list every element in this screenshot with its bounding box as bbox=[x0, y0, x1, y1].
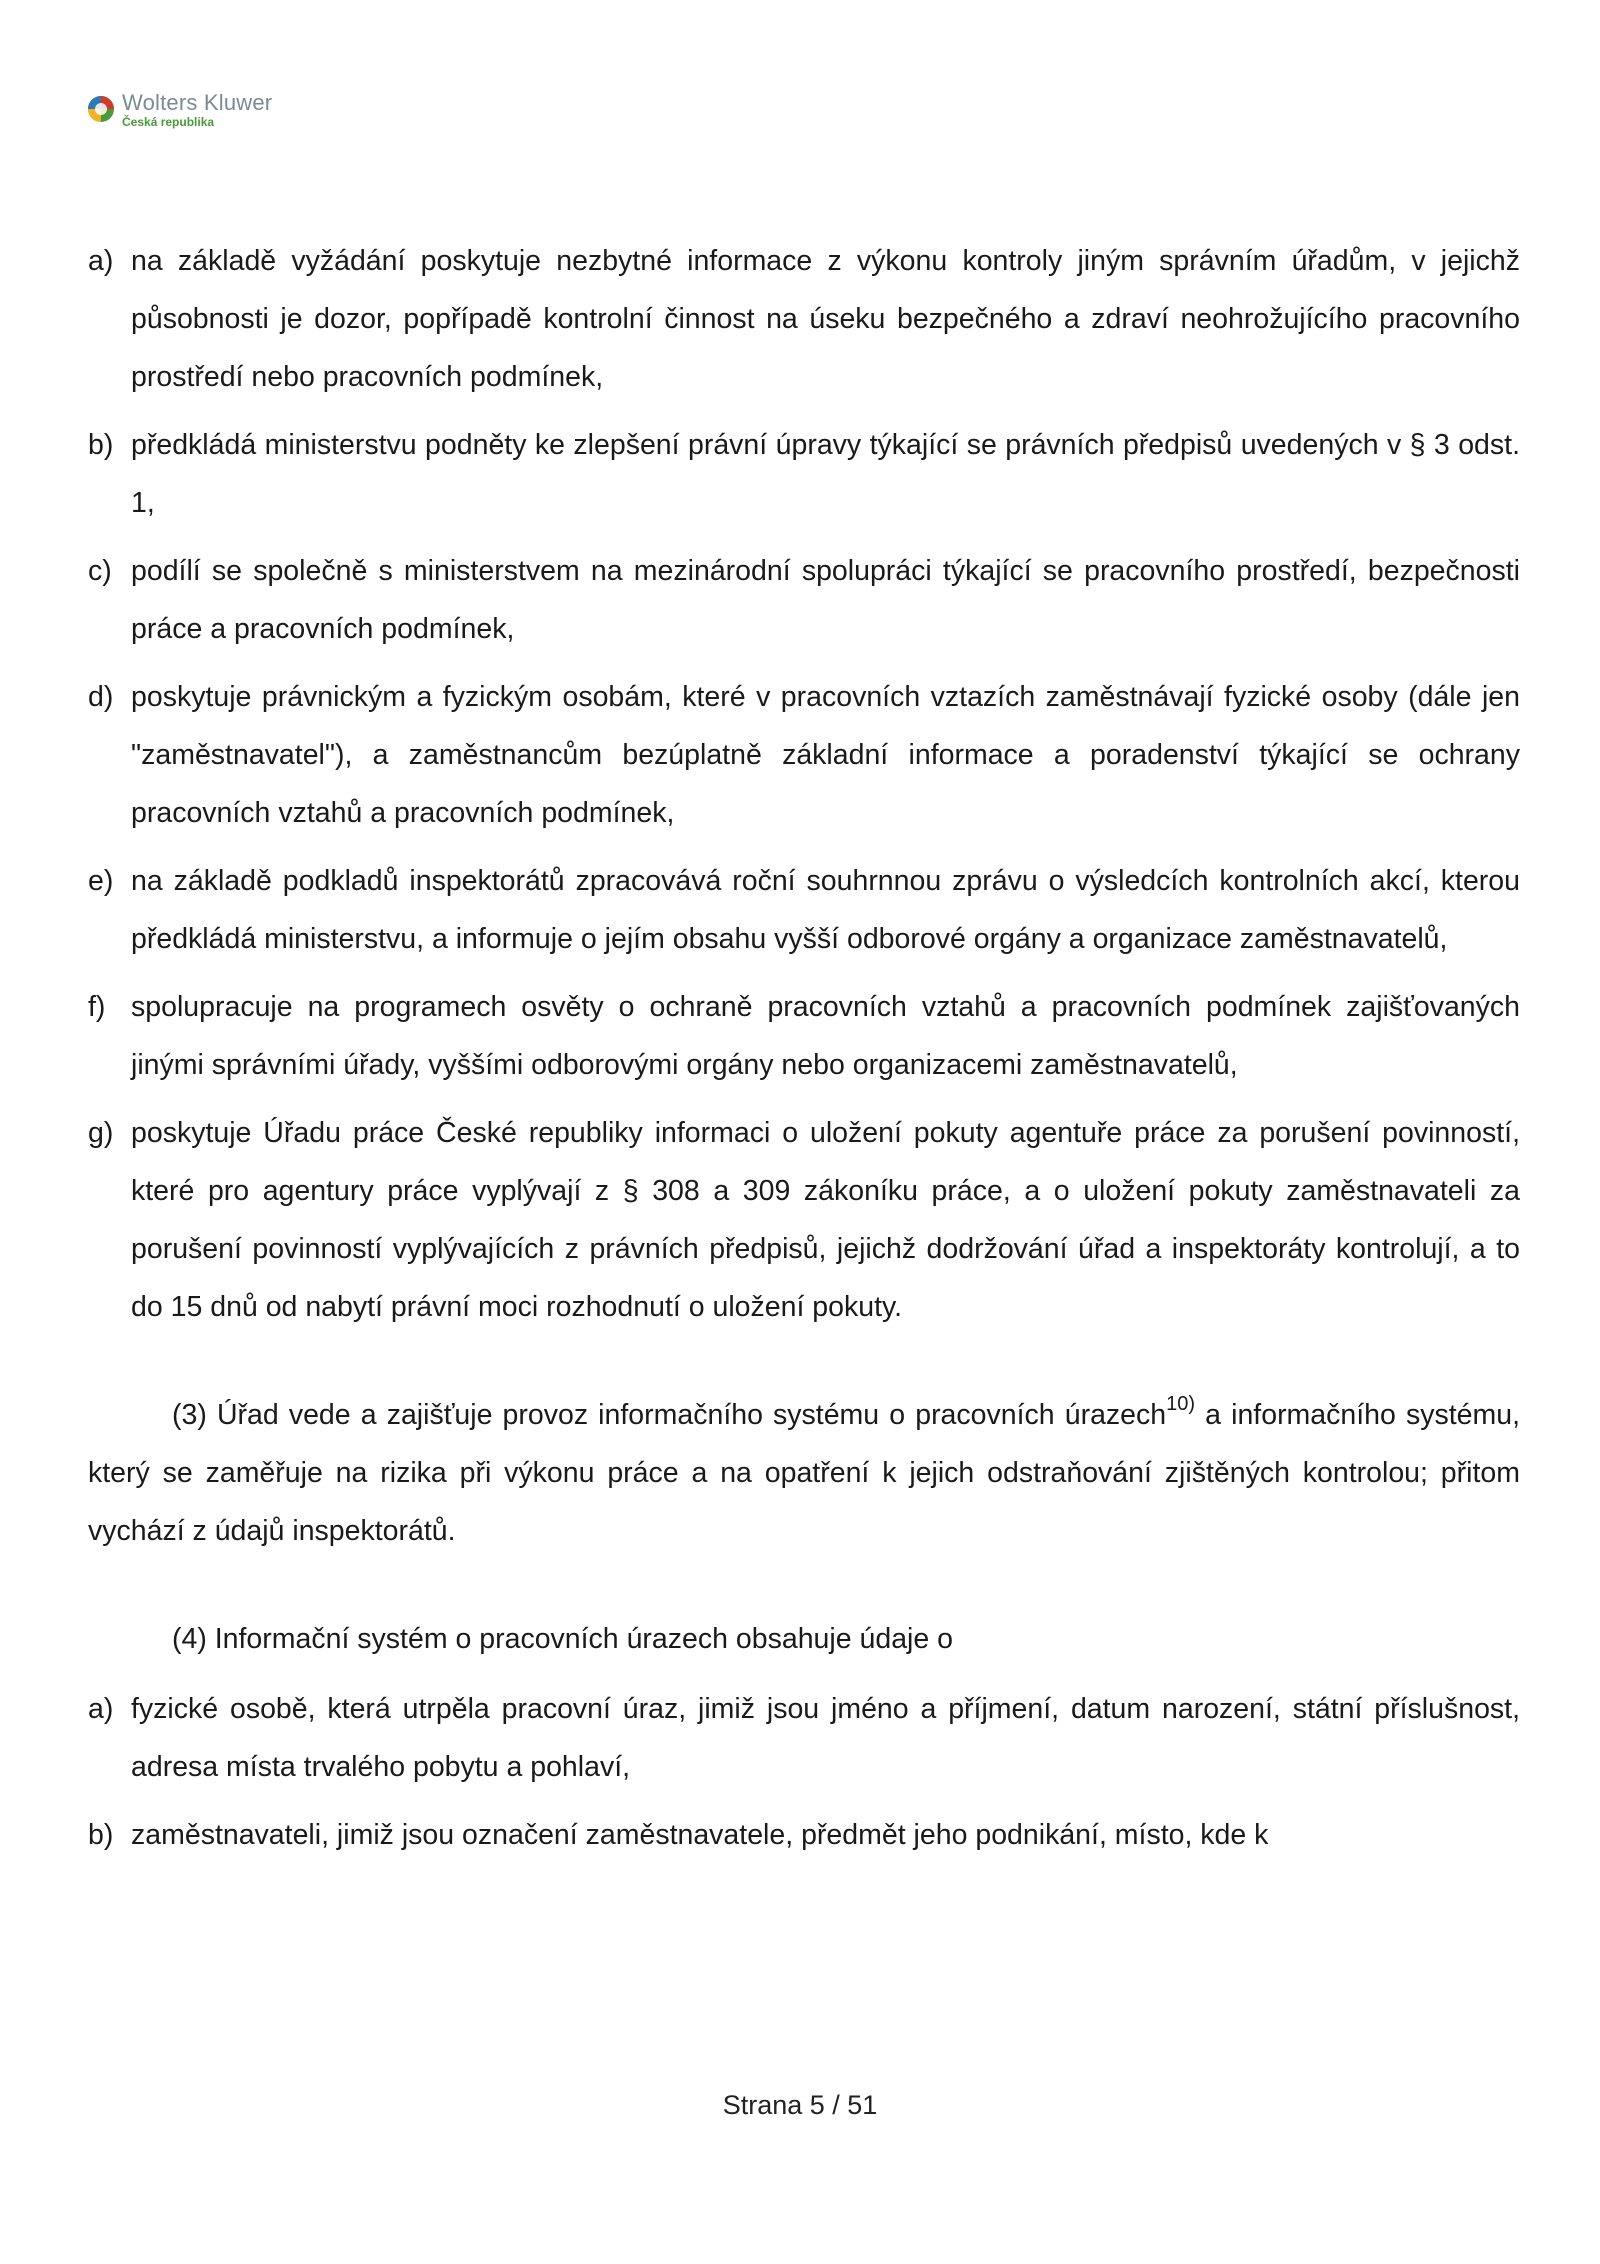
paragraph-3-text-end: a informačního systému, který se zaměřuje na rizika při výkonu práce a na opatření k jejich odstraňování zjištěných kontrolou; přitom vychází z údajů inspektorátů. bbox=[88, 1399, 1521, 1547]
logo-brand-name: Wolters Kluwer bbox=[122, 90, 273, 115]
list-marker: f) bbox=[88, 991, 106, 1023]
list-item-text: poskytuje Úřadu práce České republiky informaci o uložení pokuty agentuře práce za porušení povinností, které pro agentury práce vyplývají z § 308 a 309 zákoníku práce, a o uložení pokuty zaměstnavateli za porušení povinností vyplývajících z právních předpisů, jejichž dodržování úřad a inspektoráty kontrolují, a to do 15 dnů od nabytí právní moci rozhodnutí o uložení pokuty. bbox=[131, 1117, 1520, 1323]
list-item-text: na základě podkladů inspektorátů zpracovává roční souhrnnou zprávu o výsledcích kontrolních akcí, kterou předkládá ministerstvu, a informuje o jejím obsahu vyšší odborové orgány a organizace zaměstnavatelů, bbox=[131, 865, 1520, 955]
list-item bbox=[88, 542, 1520, 658]
list-item bbox=[88, 1104, 1520, 1336]
list-marker: a) bbox=[88, 245, 114, 277]
paragraph-3 bbox=[88, 1386, 1520, 1560]
list-item-text: na základě vyžádání poskytuje nezbytné informace z výkonu kontroly jiným správním úřadům, v jejichž působnosti je dozor, popřípadě kontrolní činnost na úseku bezpečného a zdraví neohrožujícího pracovního prostředí nebo pracovních podmínek, bbox=[131, 245, 1520, 393]
list-item-text: fyzické osobě, která utrpěla pracovní úraz, jimiž jsou jméno a příjmení, datum narození, státní příslušnost, adresa místa trvalého pobytu a pohlaví, bbox=[131, 1693, 1520, 1783]
list-item bbox=[88, 232, 1520, 406]
paragraph-3-text-start: (3) Úřad vede a zajišťuje provoz informačního systému o pracovních úrazech bbox=[172, 1399, 1167, 1431]
page-number: Strana 5 / 51 bbox=[722, 2090, 878, 2120]
list-item bbox=[88, 852, 1520, 968]
logo-subtitle: Česká republika bbox=[122, 115, 215, 129]
list-item-text: zaměstnavateli, jimiž jsou označení zaměstnavatele, předmět jeho podnikání, místo, kde k bbox=[131, 1819, 1269, 1851]
paragraph-4: (4) Informační systém o pracovních úrazech obsahuje údaje o bbox=[172, 1623, 953, 1655]
list-item bbox=[88, 1806, 1520, 1864]
list-marker: c) bbox=[88, 555, 112, 587]
list-marker: e) bbox=[88, 865, 114, 897]
list-items-part4 bbox=[88, 1680, 1520, 1864]
list-marker: g) bbox=[88, 1117, 114, 1149]
list-item bbox=[88, 1680, 1520, 1796]
list-item-text: podílí se společně s ministerstvem na mezinárodní spolupráci týkající se pracovního prostředí, bezpečnosti práce a pracovních podmínek, bbox=[131, 555, 1520, 645]
list-item bbox=[88, 978, 1520, 1094]
wolters-kluwer-globe-icon bbox=[86, 94, 116, 124]
list-marker: d) bbox=[88, 681, 114, 713]
publisher-logo bbox=[86, 92, 272, 132]
list-item-text: předkládá ministerstvu podněty ke zlepšení právní úpravy týkající se právních předpisů uvedených v § 3 odst. 1, bbox=[131, 429, 1520, 519]
list-marker: b) bbox=[88, 1819, 114, 1851]
list-item bbox=[88, 668, 1520, 842]
list-marker: b) bbox=[88, 429, 114, 461]
list-marker: a) bbox=[88, 1693, 114, 1725]
list-item-text: spolupracuje na programech osvěty o ochraně pracovních vztahů a pracovních podmínek zajišťovaných jinými správními úřady, vyššími odborovými orgány nebo organizacemi zaměstnavatelů, bbox=[131, 991, 1520, 1081]
list-items-part2 bbox=[88, 232, 1520, 1336]
document-body bbox=[88, 232, 1520, 1874]
footnote-reference[interactable]: 10) bbox=[1166, 1392, 1196, 1415]
list-item bbox=[88, 416, 1520, 532]
list-item-text: poskytuje právnickým a fyzickým osobám, které v pracovních vztazích zaměstnávají fyzické osoby (dále jen "zaměstnavatel"), a zaměstnancům bezúplatně základní informace a poradenství týkající se ochrany pracovních vztahů a pracovních podmínek, bbox=[131, 681, 1520, 829]
